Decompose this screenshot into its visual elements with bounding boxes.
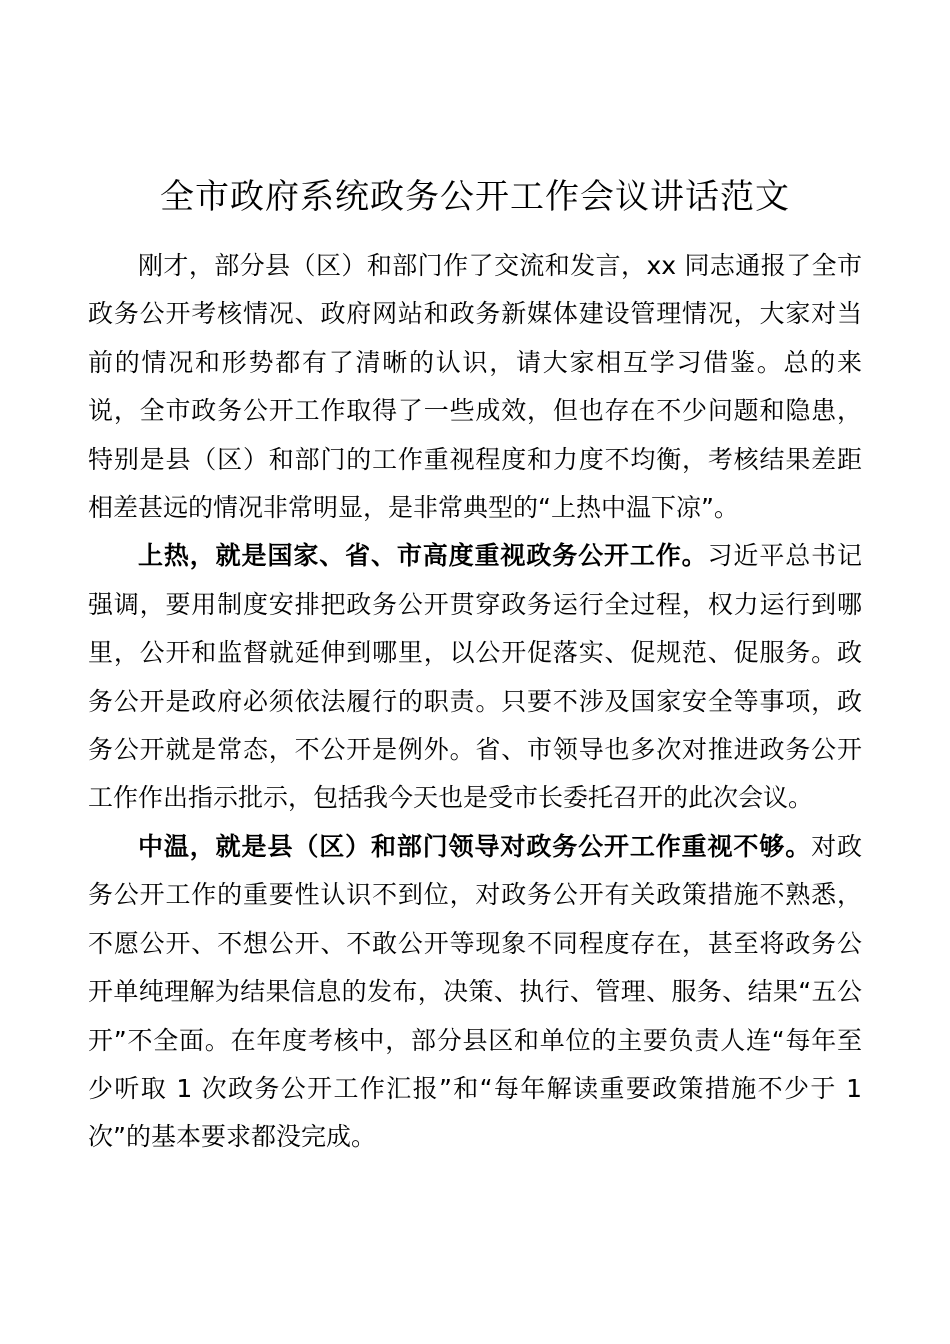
paragraph-3-text: 对政务公开工作的重要性认识不到位，对政务公开有关政策措施不熟悉，不愿公开、不想公开、不敢公开等现象不同程度存在，甚至将政务公开单纯理解为结果信息的发布，决策、执行、管理、服务、结果“五公开”不全面。在年度考核中，部分县区和单位的主要负责人连“每年至少听取 1 次政务公开工作汇报”和“每年解读重要政策措施不少于 1 次”的基本要求都没完成。: [88, 831, 862, 1152]
paragraph-3-lead: 中温，就是县（区）和部门领导对政务公开工作重视不够。: [138, 831, 812, 861]
document-title: 全市政府系统政务公开工作会议讲话范文: [160, 177, 790, 217]
paragraph-2-lead: 上热，就是国家、省、市高度重视政务公开工作。: [138, 541, 708, 571]
paragraph-2-text: 习近平总书记强调，要用制度安排把政务公开贯穿政务运行全过程，权力运行到哪里，公开和监督就延伸到哪里，以公开促落实、促规范、促服务。政务公开是政府必须依法履行的职责。只要不涉及国家安全等事项，政务公开就是常态，不公开是例外。省、市领导也多次对推进政务公开工作作出指示批示，包括我今天也是受市长委托召开的此次会议。: [88, 541, 862, 813]
paragraph-1: [88, 242, 862, 532]
paragraph-2: [88, 532, 862, 822]
paragraph-3: [88, 823, 862, 1162]
paragraph-1-text: 刚才，部分县（区）和部门作了交流和发言，xx 同志通报了全市政务公开考核情况、政府网站和政务新媒体建设管理情况，大家对当前的情况和形势都有了清晰的认识，请大家相互学习借鉴。总的来说，全市政务公开工作取得了一些成效，但也存在不少问题和隐患，特别是县（区）和部门的工作重视程度和力度不均衡，考核结果差距相差甚远的情况非常明显，是非常典型的“上热中温下凉”。: [88, 251, 862, 523]
